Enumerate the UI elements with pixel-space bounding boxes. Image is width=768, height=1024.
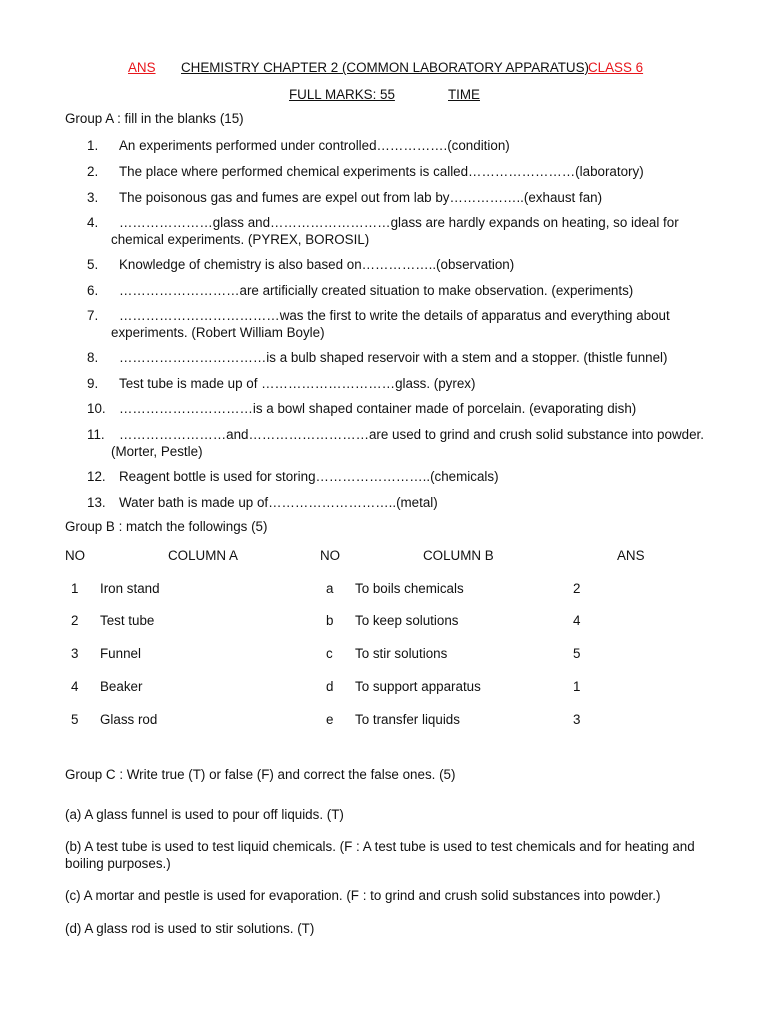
question-number: 1. <box>87 138 99 153</box>
time-label: TIME <box>448 87 480 102</box>
match-row-letter: b <box>326 613 334 628</box>
question-number: 13. <box>87 495 106 510</box>
match-column-b-item: To boils chemicals <box>355 581 464 596</box>
page-title: CHEMISTRY CHAPTER 2 (COMMON LABORATORY APPARATUS) <box>181 60 589 75</box>
question-number: 5. <box>87 257 99 272</box>
match-column-b-item: To support apparatus <box>355 679 481 694</box>
question-number: 10. <box>87 401 106 416</box>
match-row-number: 1 <box>71 581 79 596</box>
col-header-ans: ANS <box>617 548 645 563</box>
match-row-letter: e <box>326 712 334 727</box>
question-text: The place where performed chemical experiments is called……………………(laboratory) <box>119 164 644 179</box>
match-column-a-item: Funnel <box>100 646 141 661</box>
match-row-letter: c <box>326 646 333 661</box>
question-item <box>87 214 711 248</box>
question-item <box>87 189 711 206</box>
match-column-a-item: Iron stand <box>100 581 160 596</box>
header-row <box>0 60 768 78</box>
question-item <box>87 494 711 511</box>
match-row-letter: a <box>326 581 334 596</box>
group-a-heading: Group A : fill in the blanks (15) <box>65 111 244 126</box>
true-false-item: (b) A test tube is used to test liquid chemicals. (F : A test tube is used to test chemicals and for heating and boiling purposes.) <box>65 839 695 871</box>
question-item <box>87 137 711 154</box>
match-answer: 4 <box>573 613 581 628</box>
question-text: Reagent bottle is used for storing……………………..(chemicals) <box>119 469 499 484</box>
match-row-letter: d <box>326 679 334 694</box>
question-text: ……………………………is a bulb shaped reservoir with a stem and a stopper. (thistle funnel) <box>119 350 668 365</box>
question-text: ……………………and………………………are used to grind and crush solid substance into powder. (Morter, Pestle) <box>111 427 704 459</box>
full-marks: FULL MARKS: 55 <box>289 87 395 102</box>
question-item <box>87 400 711 417</box>
match-column-b-item: To transfer liquids <box>355 712 460 727</box>
question-item <box>87 349 711 366</box>
question-text: ………………………are artificially created situation to make observation. (experiments) <box>119 283 634 298</box>
match-answer: 5 <box>573 646 581 661</box>
question-item <box>87 307 711 341</box>
col-header-no-b: NO <box>320 548 341 563</box>
match-column-a-item: Glass rod <box>100 712 158 727</box>
question-text: The poisonous gas and fumes are expel out from lab by……………..(exhaust fan) <box>119 190 603 205</box>
ans-label: ANS <box>128 60 156 75</box>
match-answer: 2 <box>573 581 581 596</box>
question-number: 4. <box>87 215 99 230</box>
question-text: Test tube is made up of …………………………glass. (pyrex) <box>119 376 476 391</box>
match-row-number: 2 <box>71 613 79 628</box>
question-number: 6. <box>87 283 99 298</box>
group-c-heading: Group C : Write true (T) or false (F) and correct the false ones. (5) <box>65 767 456 782</box>
question-text: Knowledge of chemistry is also based on……………..(observation) <box>119 257 515 272</box>
question-item <box>87 163 711 180</box>
match-column-a-item: Beaker <box>100 679 143 694</box>
question-text: An experiments performed under controlled…………….(condition) <box>119 138 510 153</box>
question-number: 3. <box>87 190 99 205</box>
match-row-number: 3 <box>71 646 79 661</box>
question-item <box>87 282 711 299</box>
question-number: 9. <box>87 376 99 391</box>
class-label: CLASS 6 <box>588 60 644 75</box>
true-false-item: (d) A glass rod is used to stir solutions. (T) <box>65 921 315 936</box>
question-number: 7. <box>87 308 99 323</box>
col-header-column-a: COLUMN A <box>168 548 238 563</box>
question-item <box>87 468 711 485</box>
match-answer: 3 <box>573 712 581 727</box>
question-item <box>87 256 711 273</box>
match-column-b-item: To stir solutions <box>355 646 448 661</box>
match-column-b-item: To keep solutions <box>355 613 459 628</box>
question-item <box>87 426 711 460</box>
question-item <box>87 375 711 392</box>
match-column-a-item: Test tube <box>100 613 155 628</box>
question-number: 12. <box>87 469 106 484</box>
match-answer: 1 <box>573 679 581 694</box>
question-text: ………………………………was the first to write the details of apparatus and everything about experiments. (Robert William Boyle) <box>111 308 670 340</box>
marks-row <box>0 87 768 105</box>
col-header-no: NO <box>65 548 86 563</box>
col-header-column-b: COLUMN B <box>423 548 494 563</box>
question-text: Water bath is made up of………………………..(metal) <box>119 495 438 510</box>
question-number: 8. <box>87 350 99 365</box>
match-row-number: 5 <box>71 712 79 727</box>
question-text: …………………glass and………………………glass are hardly expands on heating, so ideal for chemical experiments. (PYREX, BOROSIL) <box>111 215 679 247</box>
true-false-item: (a) A glass funnel is used to pour off liquids. (T) <box>65 807 344 822</box>
question-text: …………………………is a bowl shaped container made of porcelain. (evaporating dish) <box>119 401 637 416</box>
match-row-number: 4 <box>71 679 79 694</box>
group-b-heading: Group B : match the followings (5) <box>65 519 268 534</box>
true-false-item: (c) A mortar and pestle is used for evaporation. (F : to grind and crush solid substances into powder.) <box>65 888 661 903</box>
question-number: 2. <box>87 164 99 179</box>
question-number: 11. <box>87 427 105 442</box>
